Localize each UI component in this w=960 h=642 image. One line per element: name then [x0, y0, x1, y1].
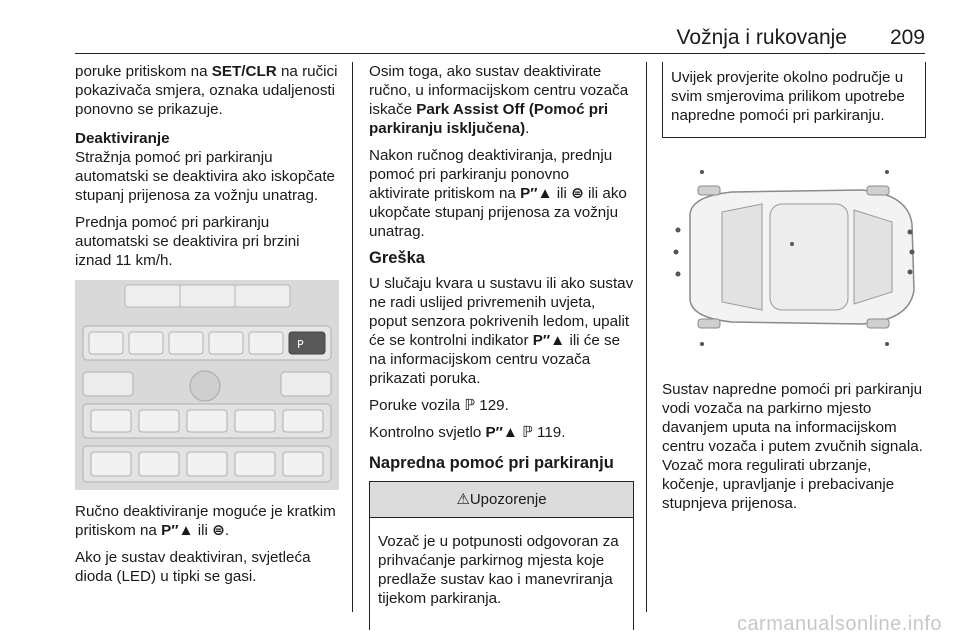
column-right — [662, 62, 926, 521]
car-sensor-diagram — [662, 152, 926, 364]
paragraph: Ručno deaktiviranje moguće je kratkim pritiskom na P″▲ ili ⊜. — [75, 503, 336, 539]
watermark: carmanualsonline.info — [736, 613, 942, 635]
info-box: Uvijek provjerite okolno područje u svim smjerovima prilikom upotrebe napredne pomoći pri parkiranju. — [662, 62, 926, 138]
paragraph: Stražnja pomoć pri parkiranju automatski se deaktivira ako iskopčate stupanj prijenosa za vožnju unatrag. — [75, 149, 336, 204]
warning-box — [369, 481, 634, 630]
set-clr-label: SET/CLR — [211, 63, 277, 80]
fault-heading: Greška — [369, 249, 425, 267]
advanced-park-assist-icon: ⊜ — [571, 185, 584, 202]
paragraph: Nakon ručnog deaktiviranja, prednju pomoć pri parkiranju ponovno aktivirate pritiskom na P″▲ ili ⊜ ili ako ukopčate stupanj prijenosa za vožnju unatrag. — [369, 147, 627, 240]
paragraph: Sustav napredne pomoći pri parkiranju vodi vozača na parkirno mjesto davanjem uputa na informacijskom centru vozača i putem zvučnih signala. Vozač mora regulirati ubrzanje, kočenje, upravljanje i prebacivanje stupnjeva prijenosa. — [662, 381, 923, 512]
page-ref-icon: ℙ 119. — [517, 424, 566, 441]
paragraph: Osim toga, ako sustav deaktivirate ručno, u informacijskom centru vozača iskače Park Assist Off (Pomoć pri parkiranju isključena). — [369, 63, 629, 137]
column-middle — [369, 62, 634, 630]
warning-title: ⚠Upozorenje — [370, 482, 633, 518]
warning-text: Vozač je u potpunosti odgovoran za prihvaćanje parkirnog mjesta koje predlaže sustav kao i manevriranja tijekom parkiranja. — [378, 533, 619, 607]
paragraph: Prednja pomoć pri parkiranju automatski se deaktivira pri brzini iznad 11 km/h. — [75, 214, 300, 269]
column-left — [75, 62, 339, 594]
section-title: Vožnja i rukovanje — [676, 26, 847, 49]
advanced-park-assist-icon: ⊜ — [212, 522, 225, 539]
paragraph: U slučaju kvara u sustavu ili ako sustav ne radi uslijed privremenih uvjeta, poput senzora pokrivenih ledom, upalit će se kontrolni indikator P″▲ ili će se na informacijskom centru vozača prikazati poruka. — [369, 275, 634, 387]
svg-text:P: P — [297, 338, 304, 351]
paragraph: poruke pritiskom na SET/CLR na ručici pokazivača smjera, oznaka udaljenosti ponovno se prikazuje. — [75, 63, 338, 118]
page-number: 209 — [889, 26, 925, 49]
park-assist-icon: P″▲ — [520, 185, 553, 202]
park-assist-icon: P″▲ — [485, 424, 518, 441]
deactivation-heading: Deaktiviranje — [75, 130, 170, 147]
header-rule — [75, 53, 925, 54]
park-assist-icon: P″▲ — [161, 522, 194, 539]
paragraph: Ako je sustav deaktiviran, svjetleća dioda (LED) u tipki se gasi. — [75, 549, 311, 585]
park-assist-icon: P″▲ — [532, 332, 566, 349]
page-ref-icon: ℙ 129. — [464, 397, 509, 414]
column-divider — [352, 62, 353, 612]
advanced-park-assist-heading: Napredna pomoć pri parkiranju — [369, 454, 614, 472]
park-assist-off-message: Park Assist Off (Pomoć pri parkiranju isključena) — [369, 101, 609, 137]
column-divider — [646, 62, 647, 612]
cross-reference: Poruke vozila ℙ 129. — [369, 397, 509, 414]
page-header — [75, 20, 925, 54]
control-panel-photo — [75, 280, 339, 490]
cross-reference: Kontrolno svjetlo P″▲ ℙ 119. — [369, 424, 566, 441]
